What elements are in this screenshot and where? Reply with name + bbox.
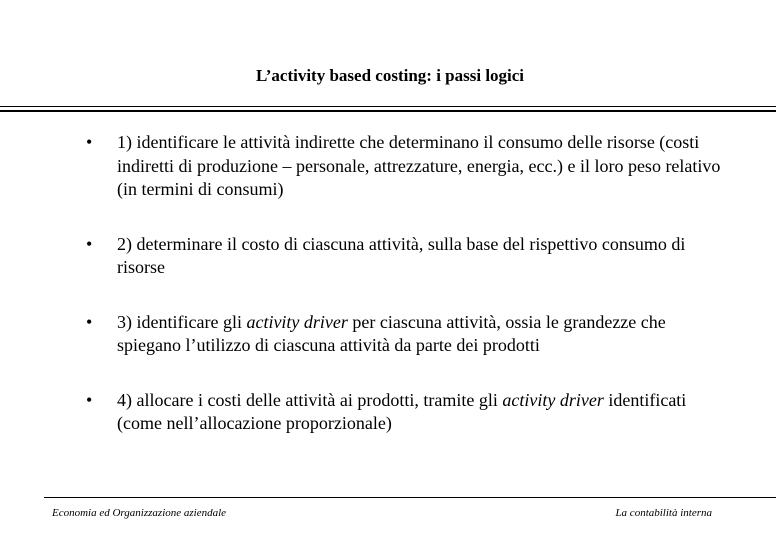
bullet-text-after: per ciascuna attività, ossia le grandezze che spiegano l’utilizzo di ciascuna attività da parte dei prodotti — [117, 311, 666, 355]
footer-course-name: Economia ed Organizzazione aziendale — [52, 507, 227, 519]
title-divider-thick — [0, 110, 776, 112]
bullet-icon: • — [86, 311, 93, 332]
bullet-icon: • — [86, 389, 93, 410]
bullet-text: 2) determinare il costo di ciascuna attività, sulla base del rispettivo consumo di risorse — [117, 233, 686, 277]
footer-section-name: La contabilità interna — [615, 507, 712, 519]
bullet-text-italic: activity driver — [246, 311, 348, 332]
title-divider-thin — [0, 106, 776, 107]
bullet-text-after: identificati (come nell’allocazione proporzionale) — [117, 389, 687, 433]
bullet-text — [117, 312, 666, 356]
bullet-text: 1) identificare le attività indirette che determinano il consumo delle risorse (costi indiretti di produzione – personale, attrezzature, energia, ecc.) e il loro peso relativo (in termini di consumi) — [117, 132, 721, 199]
bullet-icon: • — [86, 132, 93, 152]
footer-divider — [44, 497, 776, 498]
bullet-text-before: 4) allocare i costi delle attività ai prodotti, tramite gli — [117, 389, 503, 410]
bullet-text — [117, 390, 686, 434]
bullet-text-italic: activity driver — [502, 389, 604, 410]
bullet-text-before: 3) identificare gli — [117, 311, 247, 332]
slide-title: L’activity based costing: i passi logici — [255, 66, 525, 85]
bullet-item-4 — [86, 389, 726, 436]
bullet-item-2 — [86, 233, 726, 280]
bullet-icon: • — [86, 233, 93, 254]
bullet-item-1 — [86, 131, 726, 202]
bullet-item-3 — [86, 311, 726, 358]
bullet-list — [86, 131, 726, 436]
